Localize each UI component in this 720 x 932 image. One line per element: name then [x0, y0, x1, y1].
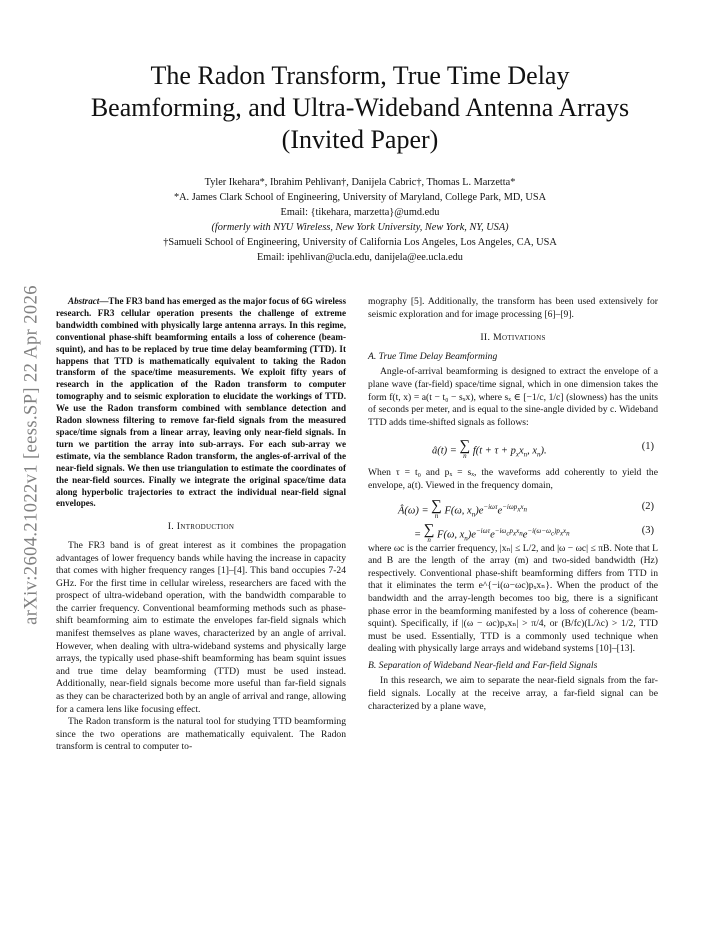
equation-2: [368, 495, 658, 520]
equation-1-number: (1): [641, 441, 654, 453]
title-line-3: (Invited Paper): [281, 125, 439, 154]
intro-paragraph-1: The FR3 band is of great interest as it combines the propagation advantages of lower frequency bands while having the increase in capacity that comes with higher frequency ranges [1]–[4]. This band occupies 7-24 GHz. For the first time in cellular wireless, researchers are faced with the prospect of ultra-wideband operation, with the bandwidth comparable to the carrier frequency. Conventional beamforming methods such as phase-shift beamforming aim to estimate the envelopes far-field signals which manifest themselves as plane waves, characterized by an angle of arrival. However, when dealing with ultra-wideband systems and physically large arrays, the typically used phase-shift beamforming has beam squint issues and true time delay beamforming (TTD) must be used instead. Additionally, near-field signals become more useful than far-field signals as they can be characterized both by an angle of arrival and range, allowing for a camera lens like focusing effect.: [56, 539, 346, 715]
section-heading-introduction: I. Introduction: [167, 521, 235, 533]
ttd-paragraph-3: where ωc is the carrier frequency, |xₙ| ≤ L/2, and |ω − ωc| ≤ πB. Note that L and B are the length of the array (m) and two-sided bandwidth (Hz) respectively. Conventional phase-shift beamforming differs from TTD in that it eliminates the term e^{−i(ω−ωc)pₓxₙ}. When the product of the bandwidth and the array-length becomes too big, there is a significant phase error in the beamforming manifested by a loss of coherence (beam-squint). Specifically, if |(ω − ωc)pₓxₙ| > π/4, or (B/fc)(L/λc) > 1/2, TTD must be used. Essentially, TTD is a commonly used technique when dealing with physically large arrays and wideband systems [10]–[13].: [368, 542, 658, 655]
subsection-heading-separation: B. Separation of Wideband Near-field and Far-field Signals: [368, 659, 598, 671]
authors-line: Tyler Ikehara*, Ibrahim Pehlivan†, Danijela Cabric†, Thomas L. Marzetta*: [204, 177, 516, 188]
continued-paragraph: mography [5]. Additionally, the transform has been used extensively for seismic exploration and for image processing [6]–[9].: [368, 296, 658, 320]
abstract-text: —The FR3 band has emerged as the major focus of 6G wireless research. FR3 cellular operation presents the challenge of extreme bandwidth combined with physically large antenna arrays. In this regime, conventional phase-shift beamforming entails a loss of coherence (beam-squint), and has to be replaced by true time delay beamforming (TTD). It happens that TTD is mathematically equivalent to taking the Radon transform of the space/time measurements. We exploit fifty years of research in the application of the Radon transform to computer tomography and to seismic exploration to elucidate the workings of TTD. We use the Radon transform combined with semblance detection and Radon slowness filtering to remove far-field signals from the measured space/time signals from a linear array, leaving only near-field signals. In turn we partition the array into sub-arrays. For each sub-array we estimate, via the semblance Radon transform, the angles-of-arrival of the near-field signals. We then use triangulation to estimate the coordinates of the near-field sources. Finally we integrate the original space/time data along hyperbolic trajectories to extract the individual near-field signal envelopes.: [56, 296, 346, 509]
title-line-2: Beamforming, and Ultra-Wideband Antenna Arrays: [90, 93, 630, 122]
section-heading-motivations: II. Motivations: [480, 332, 546, 344]
affiliation-1: *A. James Clark School of Engineering, University of Maryland, College Park, MD, USA: [173, 192, 547, 203]
equation-2-body: Â(ω) = ∑ n F(ω, $x_n)e^{-i\omega\tau}e^{-i\omega p_xx_n}$: [398, 497, 528, 520]
author-block: [60, 175, 660, 265]
affiliation-2: †Samueli School of Engineering, University of California Los Angeles, Los Angeles, CA, USA: [163, 237, 557, 248]
intro-paragraph-2: The Radon transform is the natural tool for studying TTD beamforming since the two operations are mathematically equivalent. The Radon transform is central to computer to-: [56, 716, 346, 753]
left-column: [56, 296, 346, 754]
ttd-paragraph-2: When τ = t₀ and pₓ = sₓ, the waveforms add coherently to yield the envelope, a(t). Viewed in the frequency domain,: [368, 467, 658, 491]
formerly-note: (formerly with NYU Wireless, New York University, New York, NY, USA): [211, 222, 509, 233]
equation-1-body: â(t) = ∑ n $f(t + \tau + p_xx_n$, $x_n$).: [432, 438, 547, 461]
separation-paragraph-1: In this research, we aim to separate the near-field signals from the far-field signals. Locally at the receive array, a far-field signal can be characterized by a plane wave,: [368, 675, 658, 712]
equation-3: [368, 519, 658, 544]
right-column: [368, 296, 658, 713]
arxiv-stamp: arXiv:2604.21022v1 [eess.SP] 22 Apr 2026: [21, 285, 42, 625]
email-1: Email: {tikehara, marzetta}@umd.edu: [280, 207, 440, 218]
equation-3-body: = ∑ n F(ω, $x_n)e^{-i\omega\tau}e^{-i\omega_cp_xx_n}e^{-i(\omega-\omega_c)p_xx_n}$: [414, 521, 570, 544]
paper-title: [40, 60, 680, 156]
equation-3-number: (3): [641, 524, 654, 536]
title-line-1: The Radon Transform, True Time Delay: [150, 61, 570, 90]
email-2: Email: ipehlivan@ucla.edu, danijela@ee.ucla.edu: [257, 252, 463, 263]
abstract-label: Abstract: [68, 296, 100, 306]
equation-2-number: (2): [641, 500, 654, 512]
subsection-heading-ttd: A. True Time Delay Beamforming: [368, 350, 498, 362]
abstract: [56, 296, 346, 510]
ttd-paragraph-1: Angle-of-arrival beamforming is designed to extract the envelope of a plane wave (far-field) space/time signal, which in one dimension takes the form f(t, x) = a(t − t₀ − sₓx), where sₓ ∈ [−1/c, 1/c] (slowness) has the units of seconds per meter, and is equal to the sine-angle divided by c. Wideband TTD adds time-shifted signals as follows:: [368, 366, 658, 428]
equation-1: [368, 435, 658, 461]
